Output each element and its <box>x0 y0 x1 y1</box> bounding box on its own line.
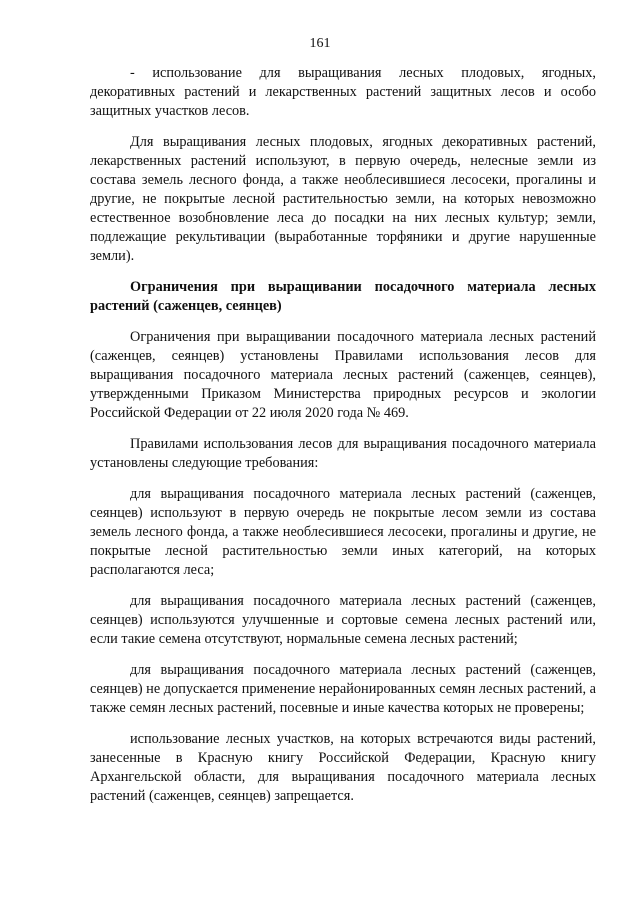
requirement-item-2: для выращивания посадочного материала лесных растений (саженцев, сеянцев) используются улучшенные и сортовые семена лесных растений или, если такие семена отсутствуют, нормальные семена лесных растений; <box>90 593 596 647</box>
paragraph-2: Для выращивания лесных плодовых, ягодных декоративных растений, лекарственных растений используют, в первую очередь, нелесные земли из состава земель лесного фонда, а также необлесившиеся лесосеки, прогалины и другие, не покрытые лесной растительностью земли, на которых невозможно естественное возобновление леса до посадки на них лесных культур; земли, подлежащие рекультивации (выработанные торфяники и другие нарушенные земли). <box>90 134 596 264</box>
section-paragraph-1: Ограничения при выращивании посадочного материала лесных растений (саженцев, сеянцев) установлены Правилами использования лесов для выращивания посадочного материала лесных растений (саженцев, сеянцев), утвержденными Приказом Министерства природных ресурсов и экологии Российской Федерации от 22 июля 2020 года № 469. <box>90 329 596 421</box>
requirement-item-4: использование лесных участков, на которых встречаются виды растений, занесенные в Красную книгу Российской Федерации, Красную книгу Архангельской области, для выращивания посадочного материала лесных растений (саженцев, сеянцев) запрещается. <box>90 731 596 804</box>
requirement-item-1: для выращивания посадочного материала лесных растений (саженцев, сеянцев) используют в первую очередь не покрытые лесом земли из состава земель лесного фонда, а также необлесившиеся лесосеки, прогалины и другие, не покрытые лесной растительностью земли иных категорий, на которых располагаются леса; <box>90 486 596 578</box>
requirement-item-3: для выращивания посадочного материала лесных растений (саженцев, сеянцев) не допускается применение нерайонированных семян лесных растений, а также семян лесных растений, посевные и иные качества которых не проверены; <box>90 662 596 716</box>
page-content <box>90 64 596 818</box>
section-paragraph-2: Правилами использования лесов для выращивания посадочного материала установлены следующие требования: <box>90 436 596 471</box>
page-number: 161 <box>309 36 331 51</box>
section-title: Ограничения при выращивании посадочного материала лесных растений (саженцев, сеянцев) <box>90 279 596 314</box>
paragraph-1: - использование для выращивания лесных плодовых, ягодных, декоративных растений и лекарственных растений защитных лесов и особо защитных участков лесов. <box>90 65 596 119</box>
